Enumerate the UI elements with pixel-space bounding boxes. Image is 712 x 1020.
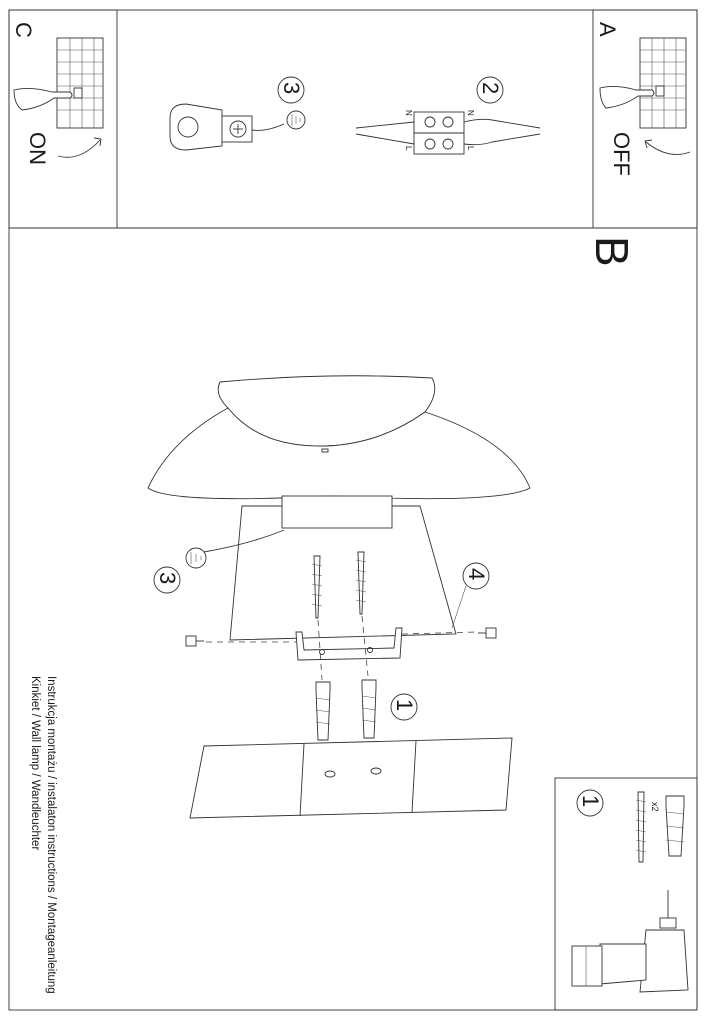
drill-icon [572,890,688,992]
panel-c-state: ON [25,132,50,165]
panel-a-power-off [593,10,697,228]
drill-hole [371,768,381,774]
caption-line-1: Instrukcja montażu / instalaton instructions / Montageanleitung [45,676,57,994]
earth-wire [252,124,284,130]
earth-connection-detail [170,77,305,150]
bolt-path-right [402,632,476,634]
wall-plug [316,682,330,740]
side-bolt-left [186,636,204,646]
panel-a-state: OFF [609,132,634,176]
caption [29,676,57,994]
breaker-box-off-icon [640,38,686,128]
wall-surface [190,738,512,818]
step-3-number-main: 3 [155,572,180,585]
mounting-bracket [296,628,402,660]
terminal-label-n-left: N [404,110,413,116]
panel-c-letter: C [11,22,36,38]
breaker-box-on-icon [57,38,103,128]
earth-lead [204,530,284,552]
long-screw [356,552,366,614]
step-1-number: 1 [392,699,417,712]
drill-hole [325,771,335,777]
step-3-number: 3 [279,82,304,95]
wall-plug-icon [666,796,684,856]
side-bolt-right [478,628,496,638]
tools-panel [555,778,697,1010]
tools-step-number: 1 [578,795,603,808]
terminal-label-n-right: N [466,110,475,116]
caption-line-2: Kinkiet / Wall lamp / Wandleuchter [29,676,41,851]
wall-plug [362,680,376,738]
lamp-wire [464,119,540,144]
terminal-label-l-left: L [404,146,413,151]
step-4-number: 4 [464,568,489,581]
step-2-number: 2 [478,82,503,95]
tools-quantity: x2 [650,802,660,812]
connection-box [282,496,392,528]
supply-wire [356,122,414,144]
curved-arrow-icon [646,142,690,154]
long-screw [312,556,322,618]
panel-a-letter: A [595,22,620,37]
terminal-block-detail [356,77,540,154]
screw-icon [636,792,646,862]
panel-b-letter: B [586,236,638,267]
mounting-diagram [148,376,530,818]
panel-c-power-on [9,10,117,228]
terminal-label-l-right: L [466,146,475,151]
curved-arrow-icon [58,140,100,157]
